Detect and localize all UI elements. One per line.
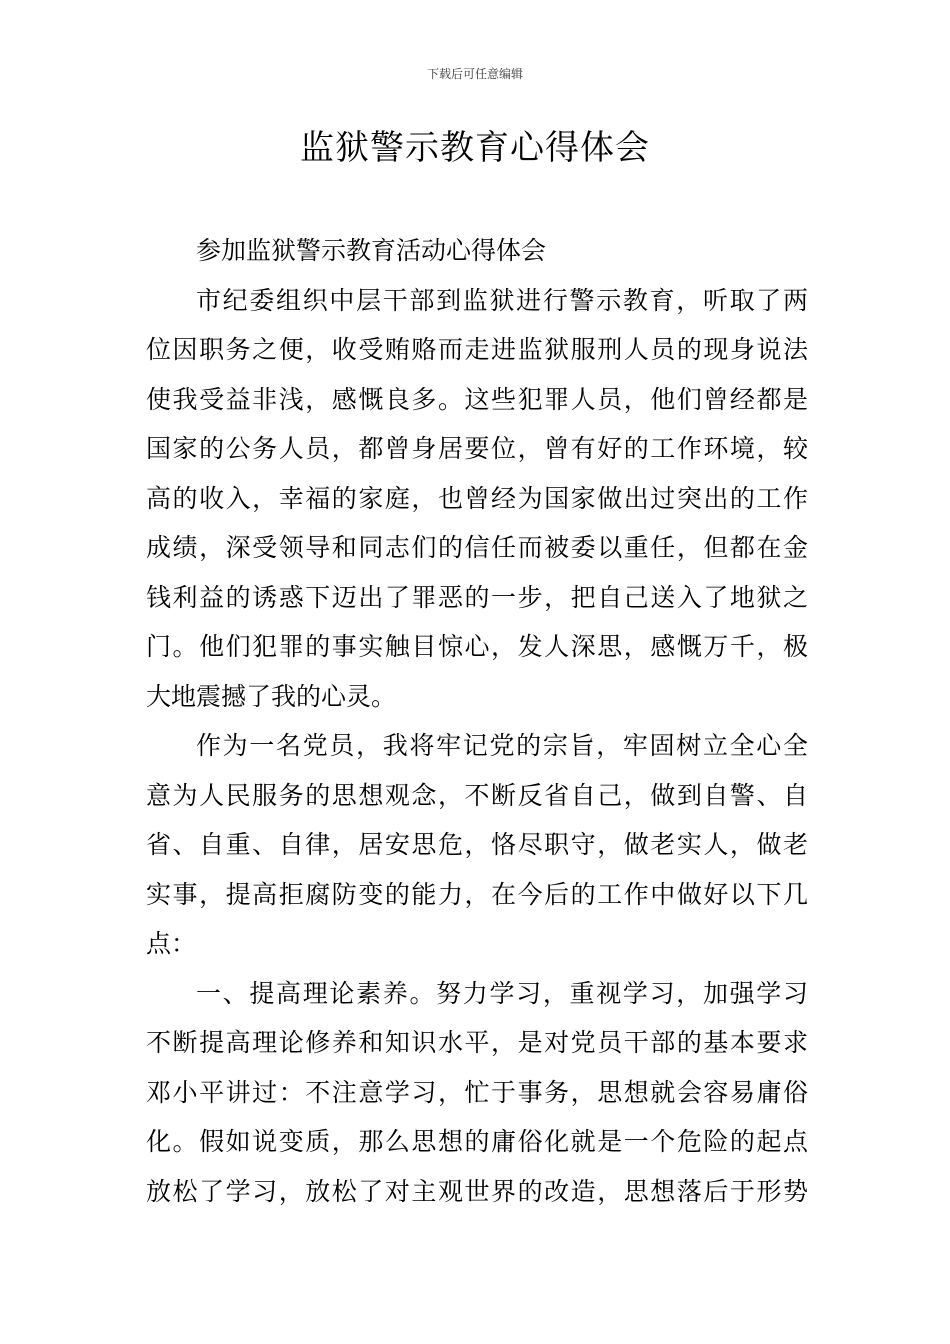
text-line: 国家的公务人员，都曾身居要位，曾有好的工作环境，较 xyxy=(146,434,808,463)
text-line: 作为一名党员，我将牢记党的宗旨，牢固树立全心全 xyxy=(196,731,808,760)
header-note: 下载后可任意编辑 xyxy=(426,67,523,81)
document-title: 监狱警示教育心得体会 xyxy=(300,128,650,168)
text-line: 化。假如说变质，那么思想的庸俗化就是一个危险的起点 xyxy=(146,1127,808,1156)
text-line: 成绩，深受领导和同志们的信任而被委以重任，但都在金 xyxy=(146,533,808,562)
text-line: 意为人民服务的思想观念，不断反省自己，做到自警、自 xyxy=(146,780,808,810)
text-line: 一、提高理论素养。努力学习，重视学习，加强学习 xyxy=(196,978,808,1008)
document-body xyxy=(146,226,808,1216)
text-line: 不断提高理论修养和知识水平，是对党员干部的基本要求 xyxy=(146,1028,808,1057)
text-line: 使我受益非浅，感慨良多。这些犯罪人员，他们曾经都是 xyxy=(146,384,808,414)
text-line: 位因职务之便，收受贿赂而走进监狱服刑人员的现身说法 xyxy=(146,335,808,364)
text-line: 门。他们犯罪的事实触目惊心，发人深思，感慨万千，极 xyxy=(146,632,808,661)
text-line: 参加监狱警示教育活动心得体会 xyxy=(196,236,547,265)
text-line: 放松了学习，放松了对主观世界的改造，思想落后于形势 xyxy=(146,1176,808,1206)
text-line: 钱利益的诱惑下迈出了罪恶的一步，把自己送入了地狱之 xyxy=(146,582,808,612)
text-line: 邓小平讲过：不注意学习，忙于事务，思想就会容易庸俗 xyxy=(146,1077,808,1107)
text-line: 高的收入，幸福的家庭，也曾经为国家做出过突出的工作 xyxy=(146,483,808,513)
text-line: 点： xyxy=(146,929,197,958)
text-line: 市纪委组织中层干部到监狱进行警示教育，听取了两 xyxy=(196,285,808,315)
text-line: 省、自重、自律，居安思危，恪尽职守，做老实人，做老 xyxy=(146,830,808,859)
text-line: 实事，提高拒腐防变的能力，在今后的工作中做好以下几 xyxy=(146,879,808,909)
text-line: 大地震撼了我的心灵。 xyxy=(146,681,397,711)
